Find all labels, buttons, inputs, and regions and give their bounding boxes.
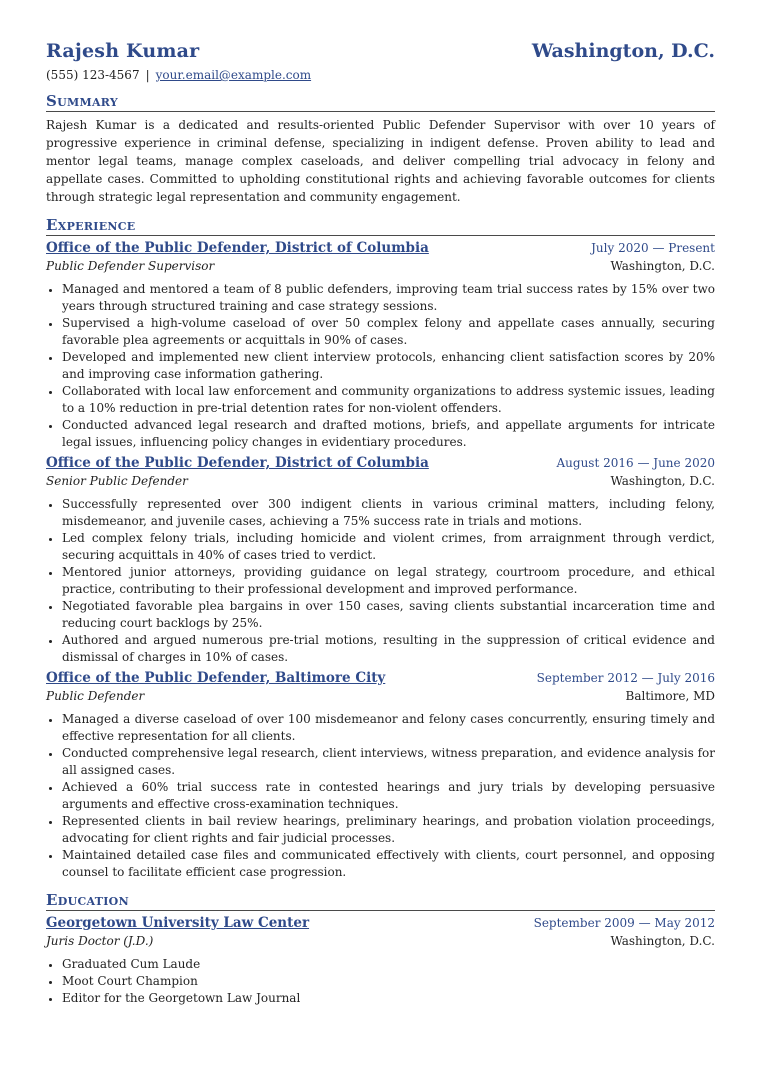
education-entry-subheader xyxy=(46,932,715,950)
experience-dates: August 2016 — June 2020 xyxy=(556,456,715,470)
experience-organization-link[interactable]: Office of the Public Defender, District of Columbia xyxy=(46,455,429,471)
experience-organization-link[interactable]: Office of the Public Defender, Baltimore City xyxy=(46,670,386,686)
education-entry xyxy=(46,914,715,1007)
education-location: Washington, D.C. xyxy=(610,934,715,948)
experience-entry-header xyxy=(46,454,715,472)
education-bullet: • Graduated Cum Laude xyxy=(62,956,715,973)
candidate-name: Rajesh Kumar xyxy=(46,40,200,62)
education-list xyxy=(46,914,715,1007)
resume-header xyxy=(46,40,715,62)
experience-bullet: • Maintained detailed case files and communicated effectively with clients, court personnel, and opposing counsel to facilitate efficient case progression. xyxy=(62,847,715,881)
resume-page xyxy=(46,40,715,1007)
education-organization-link[interactable]: Georgetown University Law Center xyxy=(46,915,310,931)
experience-bullet: • Represented clients in bail review hearings, preliminary hearings, and probation violation proceedings, advocating for client rights and fair judicial processes. xyxy=(62,813,715,847)
experience-location: Baltimore, MD xyxy=(625,689,715,703)
experience-bullet: • Conducted comprehensive legal research, client interviews, witness preparation, and evidence analysis for all assigned cases. xyxy=(62,745,715,779)
experience-bullet: • Authored and argued numerous pre-trial motions, resulting in the suppression of critical evidence and dismissal of charges in 10% of cases. xyxy=(62,632,715,666)
experience-location: Washington, D.C. xyxy=(610,259,715,273)
experience-bullet: • Developed and implemented new client interview protocols, enhancing client satisfaction scores by 20% and improving case information gathering. xyxy=(62,349,715,383)
experience-entry xyxy=(46,454,715,666)
experience-bullet-list xyxy=(46,281,715,451)
experience-list xyxy=(46,239,715,881)
education-bullet: • Editor for the Georgetown Law Journal xyxy=(62,990,715,1007)
experience-bullet: • Successfully represented over 300 indigent clients in various criminal matters, including felony, misdemeanor, and juvenile cases, achieving a 75% success rate in trials and motions. xyxy=(62,496,715,530)
experience-entry-subheader xyxy=(46,687,715,705)
email-link[interactable]: your.email@example.com xyxy=(155,68,312,82)
experience-entry-subheader xyxy=(46,472,715,490)
experience-entry-header xyxy=(46,669,715,687)
experience-bullet: • Conducted advanced legal research and drafted motions, briefs, and appellate arguments for intricate legal issues, influencing policy changes in evidentiary procedures. xyxy=(62,417,715,451)
education-entry-header xyxy=(46,914,715,932)
education-heading: Education xyxy=(46,891,715,911)
experience-bullet: • Managed a diverse caseload of over 100 misdemeanor and felony cases concurrently, ensuring timely and effective representation for all clients. xyxy=(62,711,715,745)
summary-text: Rajesh Kumar is a dedicated and results-oriented Public Defender Supervisor with over 10 years of progressive experience in criminal defense, specializing in indigent defense. Proven ability to lead and mentor legal teams, manage complex caseloads, and deliver compelling trial advocacy in felony and appellate cases. Committed to upholding constitutional rights and achieving favorable outcomes for clients through strategic legal representation and community engagement. xyxy=(46,118,715,204)
experience-entry xyxy=(46,669,715,881)
experience-bullet: • Mentored junior attorneys, providing guidance on legal strategy, courtroom procedure, and ethical practice, contributing to their professional development and improved performance. xyxy=(62,564,715,598)
experience-heading: Experience xyxy=(46,216,715,236)
experience-bullet-list xyxy=(46,496,715,666)
education-bullet-list xyxy=(46,956,715,1007)
experience-dates: July 2020 — Present xyxy=(591,241,715,255)
experience-organization-link[interactable]: Office of the Public Defender, District of Columbia xyxy=(46,240,429,256)
education-dates: September 2009 — May 2012 xyxy=(533,916,715,930)
candidate-location: Washington, D.C. xyxy=(531,40,715,62)
experience-role: Public Defender xyxy=(46,689,145,703)
experience-entry-header xyxy=(46,239,715,257)
experience-bullet-list xyxy=(46,711,715,881)
experience-location: Washington, D.C. xyxy=(610,474,715,488)
contact-separator: | xyxy=(145,68,150,82)
experience-entry xyxy=(46,239,715,451)
contact-line xyxy=(46,68,715,82)
experience-dates: September 2012 — July 2016 xyxy=(536,671,715,685)
education-role: Juris Doctor (J.D.) xyxy=(46,934,154,948)
experience-bullet: • Managed and mentored a team of 8 public defenders, improving team trial success rates by 15% over two years through structured training and case strategy sessions. xyxy=(62,281,715,315)
experience-bullet: • Collaborated with local law enforcement and community organizations to address systemic issues, leading to a 10% reduction in pre-trial detention rates for non-violent offenders. xyxy=(62,383,715,417)
summary-heading: Summary xyxy=(46,92,715,112)
experience-bullet: • Supervised a high-volume caseload of over 50 complex felony and appellate cases annually, securing favorable plea agreements or acquittals in 90% of cases. xyxy=(62,315,715,349)
experience-bullet: • Led complex felony trials, including homicide and violent crimes, from arraignment through verdict, securing acquittals in 40% of cases tried to verdict. xyxy=(62,530,715,564)
experience-entry-subheader xyxy=(46,257,715,275)
education-bullet: • Moot Court Champion xyxy=(62,973,715,990)
experience-role: Senior Public Defender xyxy=(46,474,188,488)
phone-number: (555) 123-4567 xyxy=(46,68,140,82)
experience-role: Public Defender Supervisor xyxy=(46,259,215,273)
experience-bullet: • Negotiated favorable plea bargains in over 150 cases, saving clients substantial incarceration time and reducing court backlogs by 25%. xyxy=(62,598,715,632)
experience-bullet: • Achieved a 60% trial success rate in contested hearings and jury trials by developing persuasive arguments and effective cross-examination techniques. xyxy=(62,779,715,813)
